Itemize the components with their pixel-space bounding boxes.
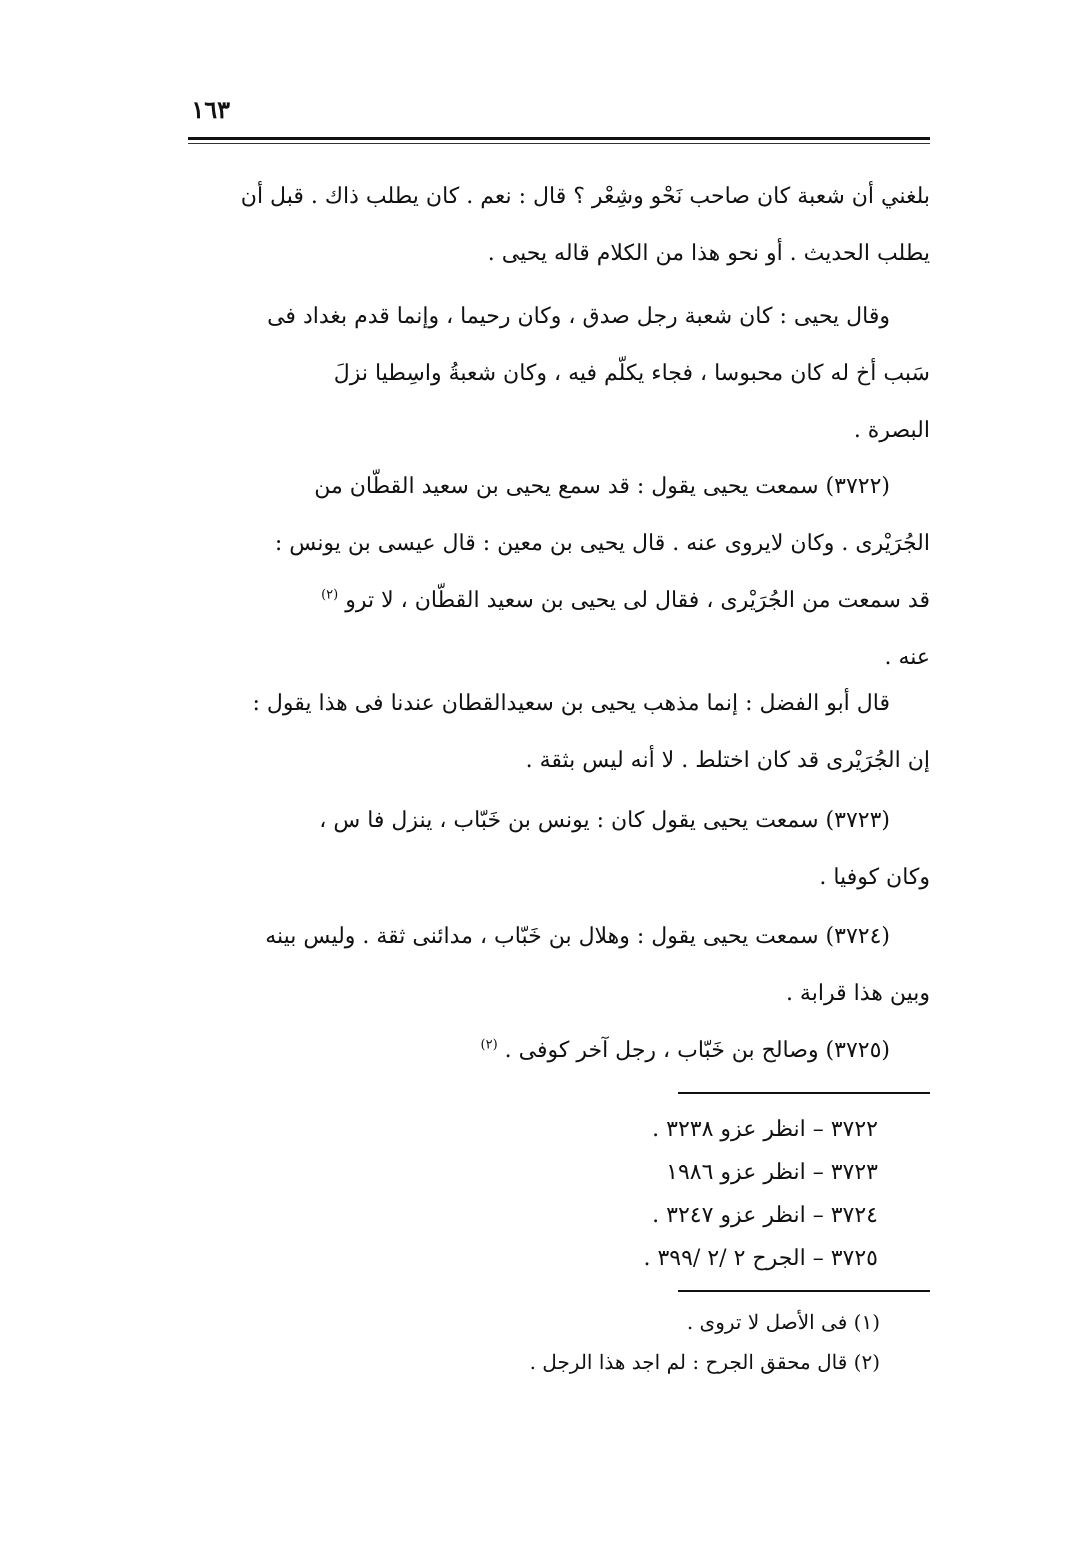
text-line: البصرة . [853, 418, 930, 443]
paragraph-3723 [188, 792, 930, 906]
paragraph-2 [188, 288, 930, 459]
text-line: بلغني أن شعبة كان صاحب نَحْو وشِعْر ؟ قال : نعم . كان يطلب ذاك . قبل أن [240, 184, 930, 209]
text-line: (٣٧٢٢) سمعت يحيى يقول : قد سمع يحيى بن سعيد القطّان من [314, 474, 890, 499]
text-segment: (٣٧٢٥) وصالح بن خَبّاب ، رجل آخر كوفى . [504, 1038, 890, 1063]
text-line: إن الجُرَيْرى قد كان اختلط . لا أنه ليس بثقة . [525, 748, 930, 773]
text-line: الجُرَيْرى . وكان لايروى عنه . قال يحيى بن معين : قال عيسى بن يونس : [274, 531, 930, 556]
references-rule [678, 1092, 930, 1094]
footnote-item: (١) فى الأصل لا تروى . [686, 1310, 880, 1334]
reference-item: ٣٧٢٥ – الجرح ٢ /٢ /٣٩٩ . [643, 1246, 878, 1271]
footnote-marker: (٢) [321, 587, 339, 603]
paragraph-1 [188, 168, 930, 282]
text-line [188, 572, 930, 629]
text-line: وقال يحيى : كان شعبة رجل صدق ، وكان رحيما ، وإنما قدم بغداد فى [267, 304, 890, 329]
text-line: سَبب أخ له كان محبوسا ، فجاء يكلّم فيه ، وكان شعبةُ واسِطيا نزلَ [333, 361, 930, 386]
footnotes-list [530, 1302, 880, 1382]
text-line: وكان كوفيا . [819, 865, 930, 890]
paragraph-3724 [188, 908, 930, 1022]
text-line: وبين هذا قرابة . [785, 981, 930, 1006]
header-rule-thin [188, 143, 930, 144]
paragraph-4 [188, 675, 930, 789]
header-rule [188, 137, 930, 140]
page-number: ١٦٣ [191, 95, 230, 124]
text-line: قال أبو الفضل : إنما مذهب يحيى بن سعيدالقطان عندنا فى هذا يقول : [252, 691, 890, 716]
reference-item: ٣٧٢٢ – انظر عزو ٣٢٣٨ . [652, 1117, 878, 1142]
reference-item: ٣٧٢٣ – انظر عزو ١٩٨٦ [666, 1160, 878, 1185]
footnote-item: (٢) قال محقق الجرح : لم اجد هذا الرجل . [529, 1350, 880, 1374]
text-line [188, 1022, 930, 1079]
references-list [643, 1108, 878, 1280]
text-line: (٣٧٢٤) سمعت يحيى يقول : وهلال بن خَبّاب ، مدائنى ثقة . وليس بينه [265, 924, 890, 949]
footnote-marker: (٢) [480, 1037, 498, 1053]
text-line: عنه . [884, 645, 930, 670]
text-line: يطلب الحديث . أو نحو هذا من الكلام قاله يحيى . [487, 241, 930, 266]
footnotes-rule [678, 1290, 930, 1292]
text-segment: قد سمعت من الجُرَيْرى ، فقال لى يحيى بن سعيد القطّان ، لا ترو [345, 588, 930, 613]
paragraph-3722 [188, 458, 930, 686]
reference-item: ٣٧٢٤ – انظر عزو ٣٢٤٧ . [652, 1203, 878, 1228]
text-line: (٣٧٢٣) سمعت يحيى يقول كان : يونس بن خَبّاب ، ينزل فا س ، [319, 808, 890, 833]
paragraph-3725 [188, 1022, 930, 1079]
